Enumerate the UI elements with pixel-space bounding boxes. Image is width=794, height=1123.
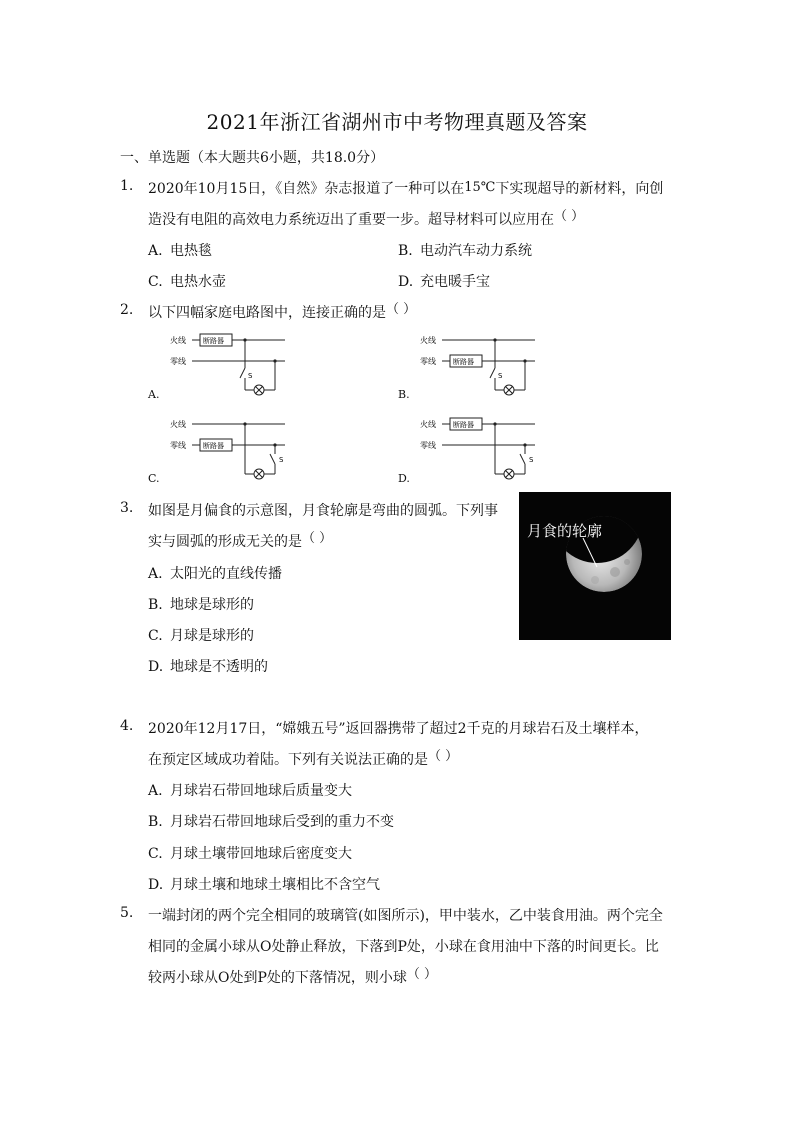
section-heading: 一、单选题（本大题共6小题，共18.0分） <box>120 150 385 166</box>
q1-line1b: 下实现超导的新材料，向创 <box>495 181 664 197</box>
q1-option-a-text: 电热毯 <box>170 243 212 259</box>
q1-option-b <box>398 240 532 260</box>
q3-option-c-text: 月球是球形的 <box>170 628 254 644</box>
circuit-c-switch <box>270 454 275 464</box>
q2-text-body: 以下四幅家庭电路图中，连接正确的是 <box>148 305 386 321</box>
q5-line2: 相同的金属小球从O处静止释放，下落到P处，小球在食用油中下落的时间更长。比 <box>148 939 659 955</box>
circuit-c-letter: C. <box>148 472 160 485</box>
circuit-c-breaker-label: 断路器 <box>203 442 224 450</box>
q3-line1: 如图是月偏食的示意图，月食轮廓是弯曲的圆弧。下列事 <box>148 503 498 519</box>
q5-line3-text: 较两小球从O处到P处的下落情况，则小球 <box>148 970 407 986</box>
q4-line2 <box>148 749 458 769</box>
q3-option-b-text: 地球是球形的 <box>170 597 254 613</box>
circuit-d-live-label: 火线 <box>420 420 436 429</box>
circuit-a-diagram <box>140 328 300 408</box>
q1-option-d-text: 充电暖手宝 <box>420 274 490 290</box>
q4-number: 4. <box>120 718 134 734</box>
circuit-b-live-label: 火线 <box>420 336 436 345</box>
lunar-eclipse-image <box>519 492 671 640</box>
q1-line2 <box>148 209 584 229</box>
q4-option-c <box>148 843 352 863</box>
circuit-d-breaker-label: 断路器 <box>453 421 474 429</box>
q4-option-b-text: 月球岩石带回地球后受到的重力不变 <box>170 814 394 830</box>
q4-option-a <box>148 780 352 800</box>
q1-option-c <box>148 271 226 291</box>
q1-option-d-letter: D. <box>398 274 414 290</box>
q3-option-d-text: 地球是不透明的 <box>170 659 268 675</box>
q4-option-a-letter: A. <box>148 783 163 799</box>
circuit-b-switch-label: S <box>498 372 503 380</box>
q3-line2-text: 实与圆弧的形成无关的是 <box>148 534 302 550</box>
q3-option-d-letter: D. <box>148 659 164 675</box>
circuit-d-letter: D. <box>398 472 410 485</box>
q2-text <box>148 302 416 322</box>
q1-temperature: 15℃ <box>464 180 496 195</box>
q1-line1 <box>148 178 663 198</box>
q1-number: 1. <box>120 178 134 194</box>
q1-option-d <box>398 271 490 291</box>
q1-answer-paren: （ ） <box>554 209 585 224</box>
q3-answer-paren: （ ） <box>302 531 333 546</box>
q3-option-a <box>148 563 282 583</box>
q4-answer-paren: （ ） <box>428 749 459 764</box>
q3-option-b <box>148 594 254 614</box>
moon-contour-label: 月食的轮廓 <box>527 522 603 540</box>
q1-option-a-letter: A. <box>148 243 163 259</box>
q1-option-b-text: 电动汽车动力系统 <box>420 243 532 259</box>
q3-option-c-letter: C. <box>148 628 163 644</box>
q4-option-d <box>148 874 380 894</box>
circuit-b-breaker-label: 断路器 <box>453 358 474 366</box>
q1-line1a: 2020年10月15日，《自然》杂志报道了一种可以在 <box>148 181 465 197</box>
circuit-c-live-label: 火线 <box>170 420 186 429</box>
moon-graphic <box>519 492 671 640</box>
q1-option-c-text: 电热水壶 <box>170 274 226 290</box>
q4-option-d-text: 月球土壤和地球土壤相比不含空气 <box>170 877 380 893</box>
page-title: 2021年浙江省湖州市中考物理真题及答案 <box>206 110 588 134</box>
q2-number: 2. <box>120 302 134 318</box>
q5-number: 5. <box>120 905 134 921</box>
q4-option-b <box>148 811 394 831</box>
circuit-a-letter: A. <box>148 388 160 401</box>
q4-line2-text: 在预定区域成功着陆。下列有关说法正确的是 <box>148 752 428 768</box>
circuit-c-switch-label: S <box>279 456 284 464</box>
q3-option-c <box>148 625 254 645</box>
q3-option-a-letter: A. <box>148 566 163 582</box>
circuit-c-neutral-label: 零线 <box>170 441 186 450</box>
q5-answer-paren: （ ） <box>406 967 438 982</box>
q3-line2 <box>148 531 332 551</box>
circuit-a-breaker-label: 断路器 <box>203 337 224 345</box>
q5-line1: 一端封闭的两个完全相同的玻璃管(如图所示)，甲中装水，乙中装食用油。两个完全 <box>148 908 663 924</box>
q4-option-b-letter: B. <box>148 814 163 830</box>
circuit-b-letter: B. <box>398 388 410 401</box>
q4-line1: 2020年12月17日，“嫦娥五号”返回器携带了超过2千克的月球岩石及土壤样本， <box>148 721 649 737</box>
q4-option-c-letter: C. <box>148 846 163 862</box>
circuit-a-switch-label: S <box>248 372 253 380</box>
circuit-a-switch <box>240 368 245 378</box>
q1-line2-text: 造没有电阻的高效电力系统迈出了重要一步。超导材料可以应用在 <box>148 212 554 228</box>
circuit-a-neutral-label: 零线 <box>170 357 186 366</box>
circuit-a-live-label: 火线 <box>170 336 186 345</box>
q3-option-b-letter: B. <box>148 597 163 613</box>
circuit-d-switch <box>520 454 525 464</box>
q4-option-d-letter: D. <box>148 877 164 893</box>
circuit-b-diagram <box>390 328 550 408</box>
q1-option-c-letter: C. <box>148 274 163 290</box>
circuit-c-diagram <box>140 412 300 492</box>
circuit-d-neutral-label: 零线 <box>420 441 436 450</box>
q4-option-c-text: 月球土壤带回地球后密度变大 <box>170 846 352 862</box>
q3-number: 3. <box>120 500 134 516</box>
q3-option-a-text: 太阳光的直线传播 <box>170 566 282 582</box>
circuit-b-neutral-label: 零线 <box>420 357 436 366</box>
q1-option-a <box>148 240 212 260</box>
q2-answer-paren: （ ） <box>386 302 417 317</box>
q4-option-a-text: 月球岩石带回地球后质量变大 <box>170 783 352 799</box>
circuit-b-switch <box>490 368 495 378</box>
q1-option-b-letter: B. <box>398 243 413 259</box>
circuit-d-diagram <box>390 412 550 492</box>
circuit-d-switch-label: S <box>529 456 534 464</box>
q3-option-d <box>148 656 268 676</box>
q5-line3 <box>148 967 437 987</box>
